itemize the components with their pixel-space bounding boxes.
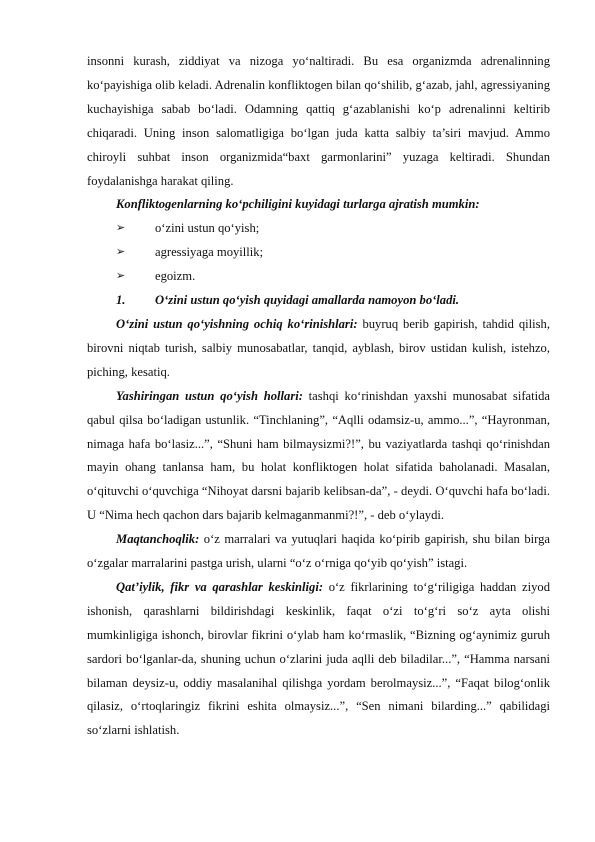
- list-item-text: o‘zini ustun qo‘yish;: [155, 221, 260, 236]
- numbered-heading-text: O‘zini ustun qo‘yish quyidagi amallarda namoyon bo‘ladi.: [155, 293, 460, 308]
- paragraph-intro: insonni kurash, ziddiyat va nizoga yo‘naltiradi. Bu esa organizmda adrenalinning ko‘payishiga olib keladi. Adrenalin konfliktogen bilan qo‘shilib, g‘azab, jahl, agressiyaning kuchayishiga sabab bo‘ladi. Odamning qattiq g‘azablanishi ko‘p adrenalinni keltirib chiqaradi. Uning inson salomatligiga bo‘lgan juda katta salbiy ta’siri mavjud. Ammo chiroyli suhbat inson organizmida“baxt garmonlarini” yuzaga keltiradi. Shundan foydalanishga harakat qiling.: [87, 54, 550, 188]
- document-page: [87, 50, 550, 743]
- paragraph-rigidity: [87, 576, 550, 743]
- list-item: [87, 217, 550, 241]
- arrow-bullet-icon: ➢: [116, 222, 126, 235]
- term-description: tashqi ko‘rinishdan yaxshi munosabat sifatida qabul qilsa bo‘ladigan ustunlik. “Tinchlaning”, “Aqlli odamsiz-u, ammo...”, “Hayronman, nimaga hafa bo‘lasiz...”, “Shuni ham bilmaysizmi?!”, bu vaziyatlarda tashqi qo‘rinishdan mayin ohang tanlansa ham, bu holat konfliktogen holat sifatida baholanadi. Masalan, o‘qituvchi o‘quvchiga “Nihoyat darsni bajarib kelibsan-da”, - deydi. O‘quvchi hafa bo‘ladi. U “Nima hech qachon dars bajarib kelmaganmanmi?!”, - deb o‘ylaydi.: [87, 388, 550, 523]
- term-description: o‘z marralari va yutuqlari haqida ko‘pirib gapirish, shu bilan birga o‘zgalar marralarini pastga urish, ularni “o‘z o‘rniga qo‘yib qo‘yish” istagi.: [87, 532, 550, 571]
- paragraph-boasting: [87, 528, 550, 576]
- term-description: o‘z fikrlarining to‘g‘riligiga haddan ziyod ishonish, qarashlarni bildirishdagi keskinlik, faqat o‘zi to‘g‘ri so‘z ayta olishi mumkinligiga ishonch, birovlar fikrini o‘ylab ham ko‘rmaslik, “Bizning og‘aynimiz guruh sardori bo‘lganlar-da, shuning uchun o‘zlarini juda aqlli deb biladilar...”, “Hamma narsani bilaman deysiz-u, oddiy masalanihal qilishga yordam berolmaysiz...”, “Faqat bilog‘onlik qilasiz, o‘rtoqlaringiz fikrini eshita olmaysiz...”, “Sen nimani bilarding...” qabilidagi so‘zlarni ishlatish.: [87, 579, 550, 738]
- arrow-bullet-icon: ➢: [116, 270, 126, 283]
- list-item-text: egoizm.: [155, 269, 196, 284]
- list-item-text: agressiyaga moyillik;: [155, 245, 264, 260]
- term-description: buyruq berib gapirish, tahdid qilish, birovni niqtab turish, salbiy munosabatlar, tanqid, ayblash, birov ustidan kulish, istehzo, piching, kesatiq.: [87, 316, 550, 379]
- list-number: 1.: [116, 293, 126, 308]
- term-label: Maqtanchoqlik:: [116, 532, 200, 547]
- term-label: O‘zini ustun qo‘yishning ochiq ko‘rinishlari:: [116, 316, 358, 331]
- paragraph-hidden-forms: [87, 385, 550, 528]
- arrow-bullet-icon: ➢: [116, 246, 126, 259]
- bullet-list: [87, 217, 550, 289]
- term-label: Qat’iylik, fikr va qarashlar keskinligi:: [116, 579, 324, 594]
- list-item: [87, 241, 550, 265]
- section-heading: Konfliktogenlarning ko‘pchiligini kuyidagi turlarga ajratish mumkin:: [116, 197, 480, 212]
- term-label: Yashiringan ustun qo‘yish hollari:: [116, 388, 303, 403]
- paragraph-open-forms: [87, 313, 550, 385]
- numbered-heading: [87, 289, 550, 313]
- list-item: [87, 265, 550, 289]
